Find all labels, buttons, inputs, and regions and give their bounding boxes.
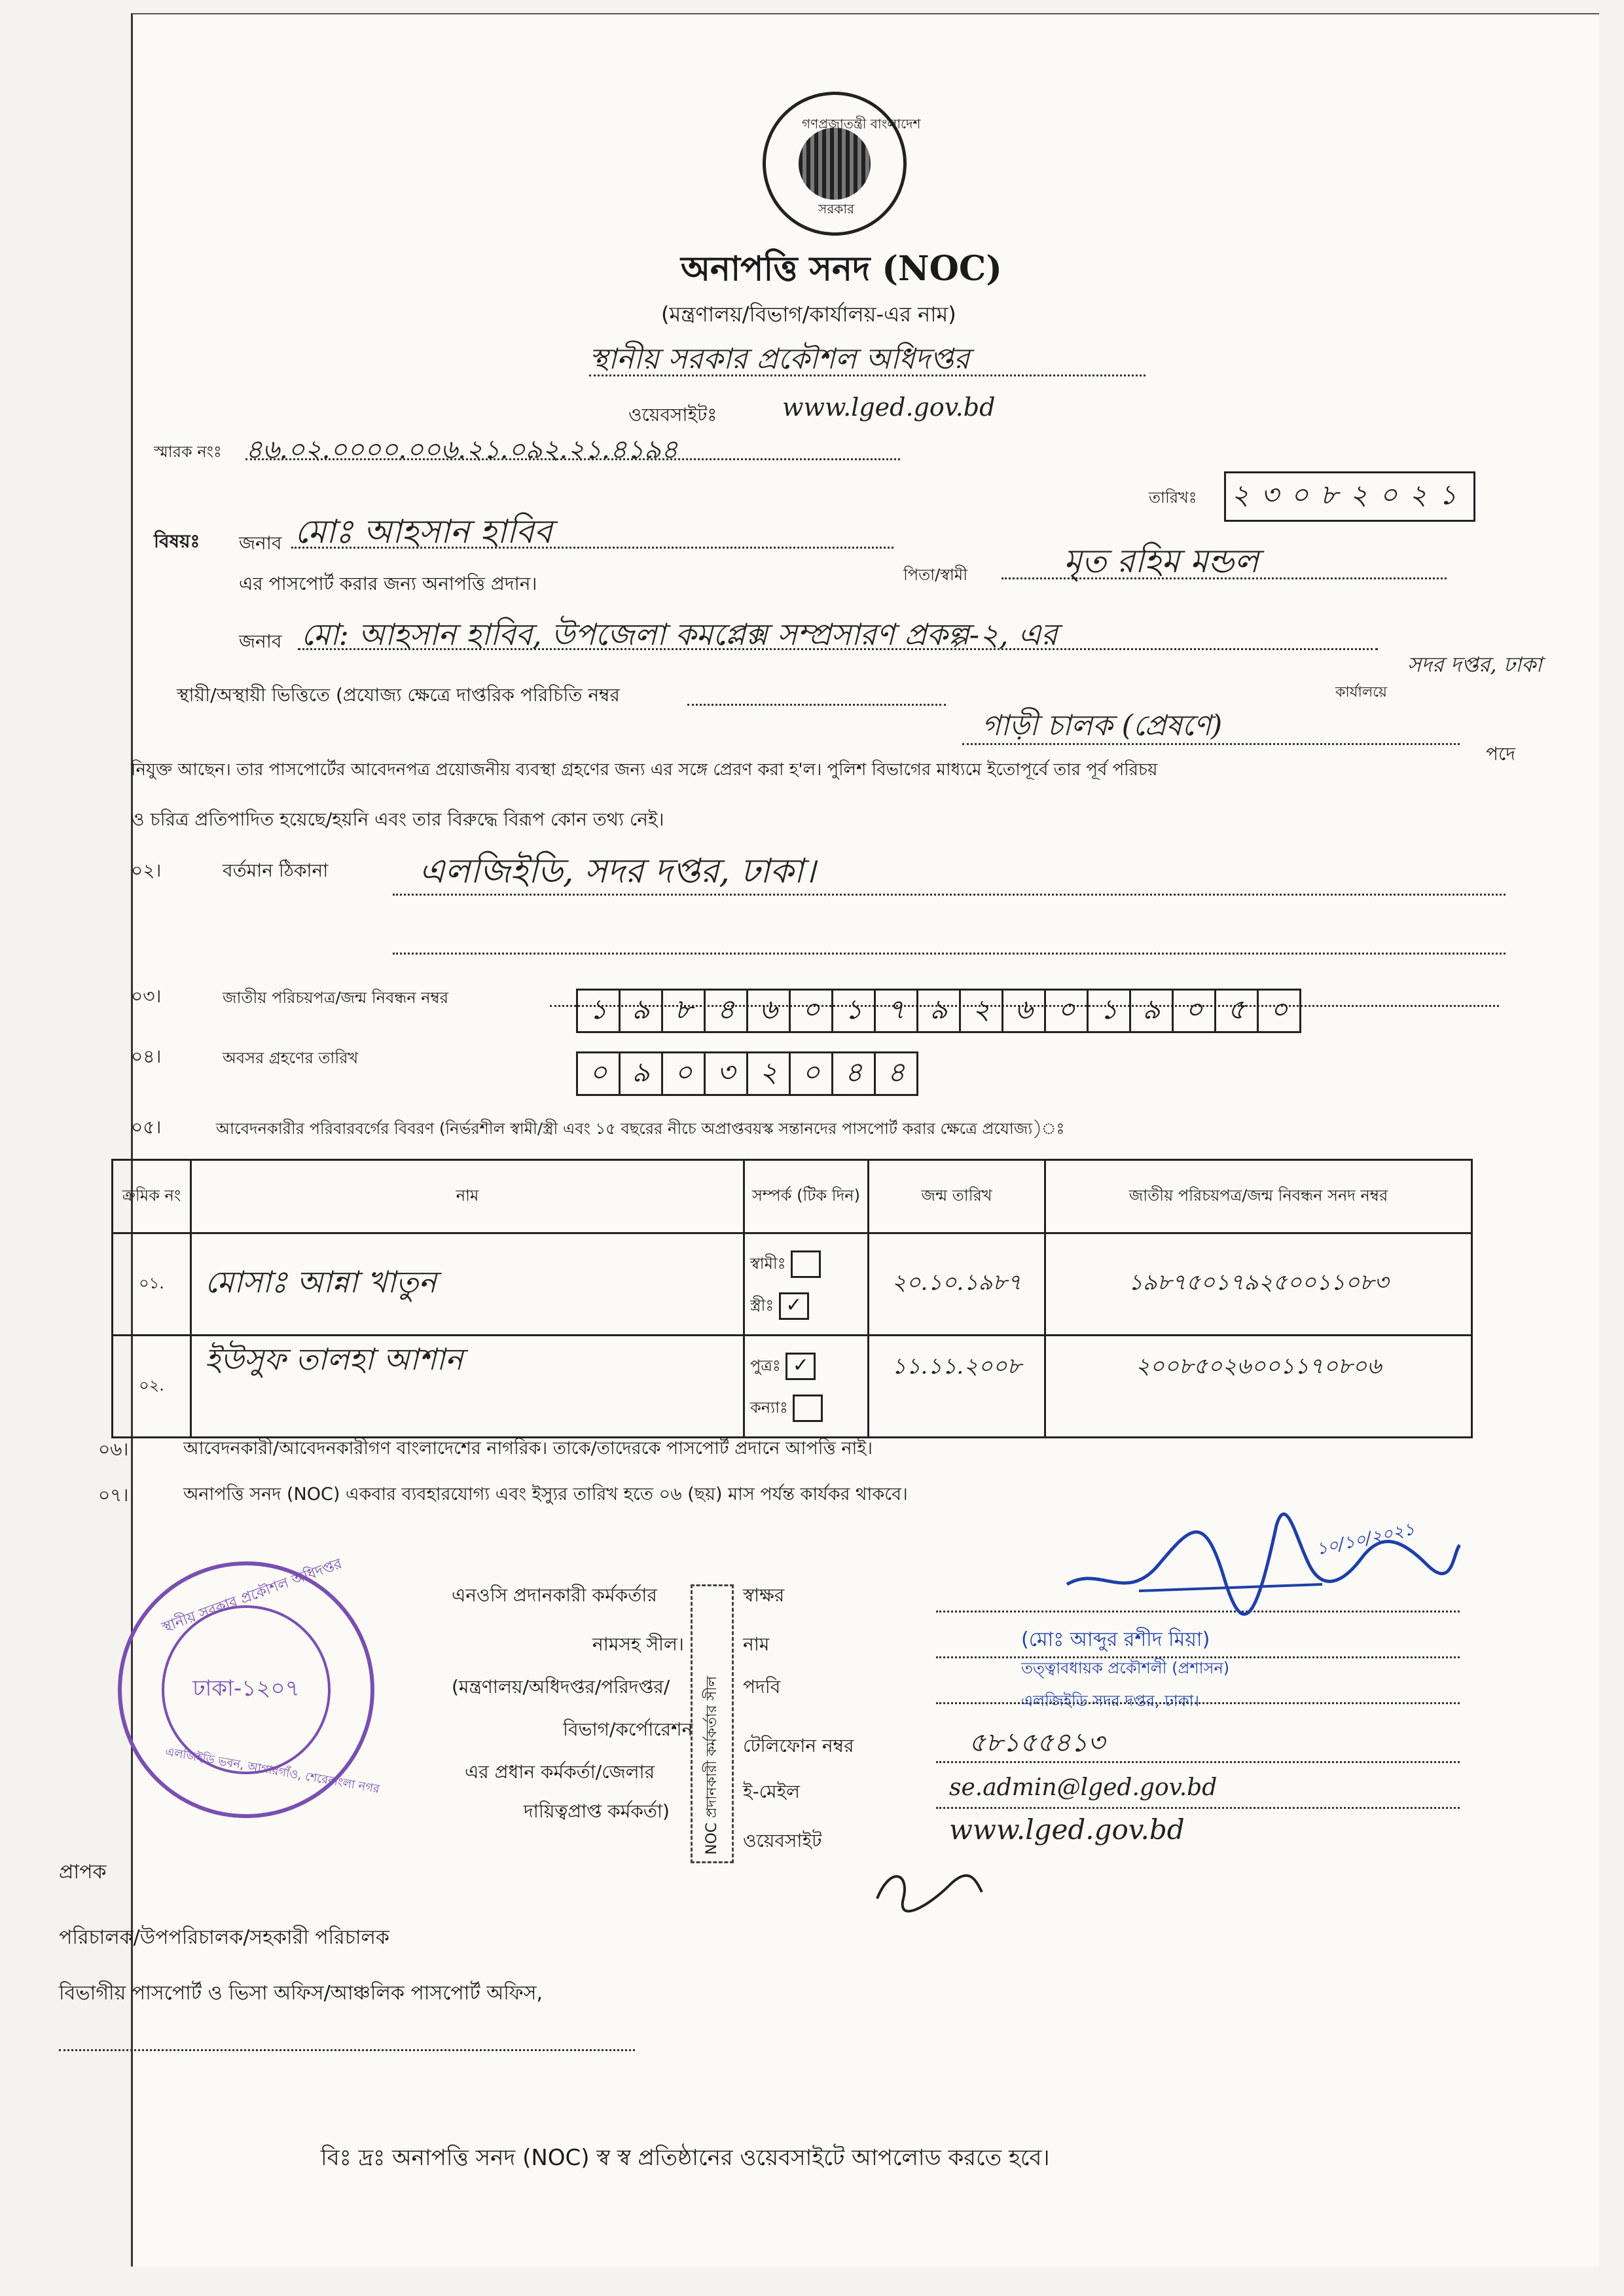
retirement-date-boxes <box>576 1051 918 1096</box>
item-07-number: ০৭। <box>98 1484 129 1506</box>
nid-digit: ১ <box>833 991 876 1031</box>
post-label: পদে <box>1486 743 1515 765</box>
family-table <box>111 1159 1473 1438</box>
office-location: সদর দপ্তর, ঢাকা <box>1407 652 1542 677</box>
employee-underline <box>298 648 1378 650</box>
designation: গাড়ী চালক (প্রেষণে) <box>982 709 1223 742</box>
address-label: বর্তমান ঠিকানা <box>223 860 329 881</box>
address-value: এলজিইডি, সদর দপ্তর, ঢাকা। <box>419 852 816 891</box>
row1-relation <box>744 1233 869 1336</box>
retirement-digit: ৪ <box>887 1055 905 1088</box>
row1-dob: ২০.১০.১৯৮৭ <box>869 1233 1045 1336</box>
row2-name: ইউসুফ তালহা আশান <box>191 1336 744 1438</box>
nid-digit: ৯ <box>1131 991 1174 1031</box>
paragraph-line2: ও চরিত্র প্রতিপাদিত হয়েছে/হয়নি এবং তার বিরুদ্ধে বিরূপ কোন তথ্য নেই। <box>131 809 664 830</box>
vertical-seal <box>691 1584 734 1863</box>
nid-digit: ১ <box>578 991 621 1031</box>
employee-name-project: মো: আহসান হাবিব, উপজেলা কমপ্লেক্স সম্প্রসারণ প্রকল্প-২, এর <box>301 617 1058 652</box>
id-number-underline <box>687 704 946 706</box>
vertical-seal-text: NOC প্রদানকারী কর্মকর্তার সীল <box>704 1676 720 1855</box>
retirement-digit: ৯ <box>621 1053 663 1094</box>
table-row <box>113 1336 1472 1438</box>
blue-signature <box>1060 1486 1466 1630</box>
telephone-label: টেলিফোন নম্বর <box>743 1735 854 1757</box>
daughter-checkbox[interactable] <box>793 1394 823 1422</box>
signatory-line-2: নামসহ সীল। <box>592 1633 684 1655</box>
website-value: www.lged.gov.bd <box>782 393 996 422</box>
website-label-signatory: ওয়েবসাইট <box>743 1830 822 1851</box>
seal-emblem-icon <box>799 128 871 200</box>
signatory-line-1: এনওসি প্রদানকারী কর্মকর্তার <box>452 1584 657 1606</box>
item-04-number: ০৪। <box>131 1046 162 1067</box>
item-03-number: ০৩। <box>131 985 162 1007</box>
office-name-underline <box>589 374 1146 376</box>
retirement-digit: ০ <box>663 1053 706 1094</box>
nid-digit: ৯ <box>918 991 961 1031</box>
validity-statement: অনাপত্তি সনদ (NOC) একবার ব্যবহারযোগ্য এবং ইস্যুর তারিখ হতে ০৬ (ছয়) মাস পর্যন্ত কার্যকর থাকবে। <box>183 1484 908 1504</box>
signatory-line-5: এর প্রধান কর্মকর্তা/জেলার <box>465 1761 655 1783</box>
row2-serial: ০২. <box>113 1336 191 1438</box>
applicant-name: মোঃ আহসান হাবিব <box>295 513 552 551</box>
row2-dob: ১১.১১.২০০৮ <box>869 1336 1045 1438</box>
applicant-name-underline <box>291 547 893 549</box>
signatory-line-6: দায়িত্বপ্রাপ্ত কর্মকর্তা) <box>524 1800 670 1822</box>
designation-label: পদবি <box>743 1676 781 1698</box>
relation-wife-label: স্ত্রীঃ <box>750 1296 774 1315</box>
email-value: se.admin@lged.gov.bd <box>949 1774 1218 1801</box>
recipient-underline <box>59 2049 635 2051</box>
name-label: নাম <box>743 1633 770 1655</box>
retirement-digit: ৪ <box>833 1053 876 1094</box>
round-seal-text: স্থানীয় সরকার প্রকৌশল অধিদপ্তর <box>160 1556 344 1637</box>
government-seal <box>763 92 921 236</box>
father-label: পিতা/স্বামী <box>903 566 967 584</box>
janab-label: জনাব <box>239 532 282 554</box>
father-name: মৃত রহিম মন্ডল <box>1064 542 1259 580</box>
relation-son-label: পুত্রঃ <box>750 1356 781 1375</box>
nid-digit: ১ <box>1089 991 1131 1031</box>
nid-digit: ২ <box>961 991 1003 1031</box>
signatory-designation-stamp: তত্ত্বাবধায়ক প্রকৌশলী (প্রশাসন) <box>1021 1659 1230 1677</box>
nid-digit: ০ <box>1270 993 1288 1025</box>
table-header-name: নাম <box>191 1160 744 1233</box>
row1-serial: ০১. <box>113 1233 191 1336</box>
signatory-line-3: (মন্ত্রণালয়/অধিদপ্তর/পরিদপ্তর/ <box>452 1676 670 1698</box>
signatory-name-stamp: (মোঃ আব্দুর রশীদ মিয়া) <box>1021 1628 1210 1651</box>
nid-digit: ০ <box>1046 991 1089 1031</box>
row2-nid: ২০০৮৫০২৬০০১১৭০৮০৬ <box>1045 1336 1472 1438</box>
signature-label: স্বাক্ষর <box>743 1584 785 1606</box>
seal-text-top: গণপ্রজাতন্ত্রী বাংলাদেশ <box>802 116 921 132</box>
relation-husband-label: স্বামীঃ <box>750 1254 786 1273</box>
address-underline-2 <box>393 953 1506 955</box>
telephone-value: ৫৮১৫৫৪১৩ <box>969 1728 1105 1758</box>
retirement-digit: ২ <box>748 1053 791 1094</box>
paragraph-line1: নিযুক্ত আছেন। তার পাসপোর্টের আবেদনপত্র প্রয়োজনীয় ব্যবস্থা গ্রহণের জন্য এর সঙ্গে প্রেরণ করা হ'ল। পুলিশ বিভাগের মাধ্যমে ইতোপূর্বে তার পূর্ব পরিচয় <box>131 760 1158 780</box>
row1-name: মোসাঃ আন্না খাতুন <box>191 1233 744 1336</box>
nid-digit: ৫ <box>1216 991 1259 1031</box>
citizenship-statement: আবেদনকারী/আবেদনকারীগণ বাংলাদেশের নাগরিক। তাকে/তাদেরকে পাসপোর্ট প্রদানে আপত্তি নাই। <box>183 1438 873 1459</box>
retirement-digit: ৩ <box>706 1053 748 1094</box>
signatory-line-4: বিভাগ/কর্পোরেশন <box>563 1719 693 1740</box>
recipient-line-2: বিভাগীয় পাসপোর্ট ও ভিসা অফিস/আঞ্চলিক পাসপোর্ট অফিস, <box>59 1982 543 2005</box>
footer-note: বিঃ দ্রঃ অনাপত্তি সনদ (NOC) স্ব স্ব প্রতিষ্ঠানের ওয়েবসাইটে আপলোড করতে হবে। <box>321 2145 1050 2171</box>
signature-date: ১০/১০/২০২১ <box>1314 1519 1416 1559</box>
husband-checkbox[interactable] <box>791 1250 821 1278</box>
memo-label: স্মারক নংঃ <box>154 443 222 461</box>
table-header-serial: ক্রমিক নং <box>113 1160 191 1233</box>
website-value-signatory: www.lged.gov.bd <box>949 1813 1185 1846</box>
item-05-number: ০৫। <box>131 1116 162 1138</box>
son-checkbox[interactable]: ✓ <box>785 1353 816 1380</box>
body-janab-label: জনাব <box>239 630 282 652</box>
row2-relation <box>744 1336 869 1438</box>
email-label: ই-মেইল <box>743 1781 801 1802</box>
memo-number: ৪৬.০২.০০০০.০০৬.২১.০৯২.২১.৪১৯৪ <box>245 435 678 465</box>
nid-digit: ৭ <box>876 991 918 1031</box>
initial-scribble <box>871 1859 988 1918</box>
seal-text-bottom: সরকার <box>818 201 855 217</box>
designation-underline <box>962 743 1460 745</box>
row1-nid: ১৯৮৭৫০১৭৯২৫০০১১০৮৩ <box>1045 1233 1472 1336</box>
nid-digit: ৬ <box>748 991 791 1031</box>
nid-label: জাতীয় পরিচয়পত্র/জন্ম নিবন্ধন নম্বর <box>223 989 448 1007</box>
date-value: ২৩০৮২০২১ <box>1224 471 1475 522</box>
table-header-dob: জন্ম তারিখ <box>869 1160 1045 1233</box>
office-name: স্থানীয় সরকার প্রকৌশল অধিদপ্তর <box>589 342 970 376</box>
office-label: কার্যালয়ে <box>1335 684 1388 701</box>
subject-label: বিষয়ঃ <box>154 530 200 552</box>
table-row <box>113 1233 1472 1336</box>
ministry-caption: (মন্ত্রণালয়/বিভাগ/কার্যালয়-এর নাম) <box>661 302 956 327</box>
permanent-line: স্থায়ী/অস্থায়ী ভিত্তিতে (প্রযোজ্য ক্ষেত্রে দাপ্তরিক পরিচিতি নম্বর <box>177 684 620 706</box>
recipient-line-1: পরিচালক/উপপরিচালক/সহকারী পরিচালক <box>59 1926 389 1949</box>
nid-digit: ৯ <box>621 991 663 1031</box>
nid-digit: ৪ <box>706 991 748 1031</box>
website-label: ওয়েবসাইটঃ <box>628 404 717 426</box>
retirement-label: অবসর গ্রহণের তারিখ <box>223 1049 359 1067</box>
address-underline-1 <box>393 894 1506 896</box>
retirement-digit: ০ <box>791 1053 833 1094</box>
table-header-nid: জাতীয় পরিচয়পত্র/জন্ম নিবন্ধন সনদ নম্বর <box>1045 1160 1472 1233</box>
table-header-relation: সম্পর্ক (টিক দিন) <box>744 1160 869 1233</box>
email-underline <box>936 1807 1460 1809</box>
nid-digit: ৮ <box>663 991 706 1031</box>
item-06-number: ০৬। <box>98 1438 129 1460</box>
signatory-office-stamp: এলজিইডি সদর দপ্তর, ঢাকা। <box>1021 1692 1200 1710</box>
recipient-label: প্রাপক <box>59 1861 107 1884</box>
round-seal-center: ঢাকা-১২০৭ <box>162 1605 331 1774</box>
retirement-digit: ০ <box>578 1053 621 1094</box>
nid-digit: ০ <box>1174 991 1216 1031</box>
memo-underline <box>245 458 900 460</box>
nid-digit: ০ <box>791 991 833 1031</box>
date-label: তারিখঃ <box>1149 488 1197 507</box>
wife-checkbox[interactable]: ✓ <box>779 1292 809 1320</box>
page-title: অনাপত্তি সনদ (NOC) <box>681 249 1002 289</box>
nid-digit: ৬ <box>1003 991 1046 1031</box>
family-details-label: আবেদনকারীর পরিবারবর্গের বিবরণ (নির্ভরশীল স্বামী/স্ত্রী এবং ১৫ বছরের নীচে অপ্রাপ্তবয়স্ক সন্তানদের পাসপোর্ট করার ক্ষেত্রে প্রযোজ্য)ঃ <box>216 1120 1065 1138</box>
relation-daughter-label: কন্যাঃ <box>750 1398 788 1417</box>
subject-line2: এর পাসপোর্ট করার জন্য অনাপত্তি প্রদান। <box>239 573 537 594</box>
round-seal-bottom-text: এলজিইডি ভবন, আগারগাঁও, শেরেবাংলা নগর <box>164 1745 381 1796</box>
nid-number-boxes <box>576 989 1301 1033</box>
father-name-underline <box>1001 577 1447 579</box>
item-02-number: ০২। <box>131 860 162 881</box>
